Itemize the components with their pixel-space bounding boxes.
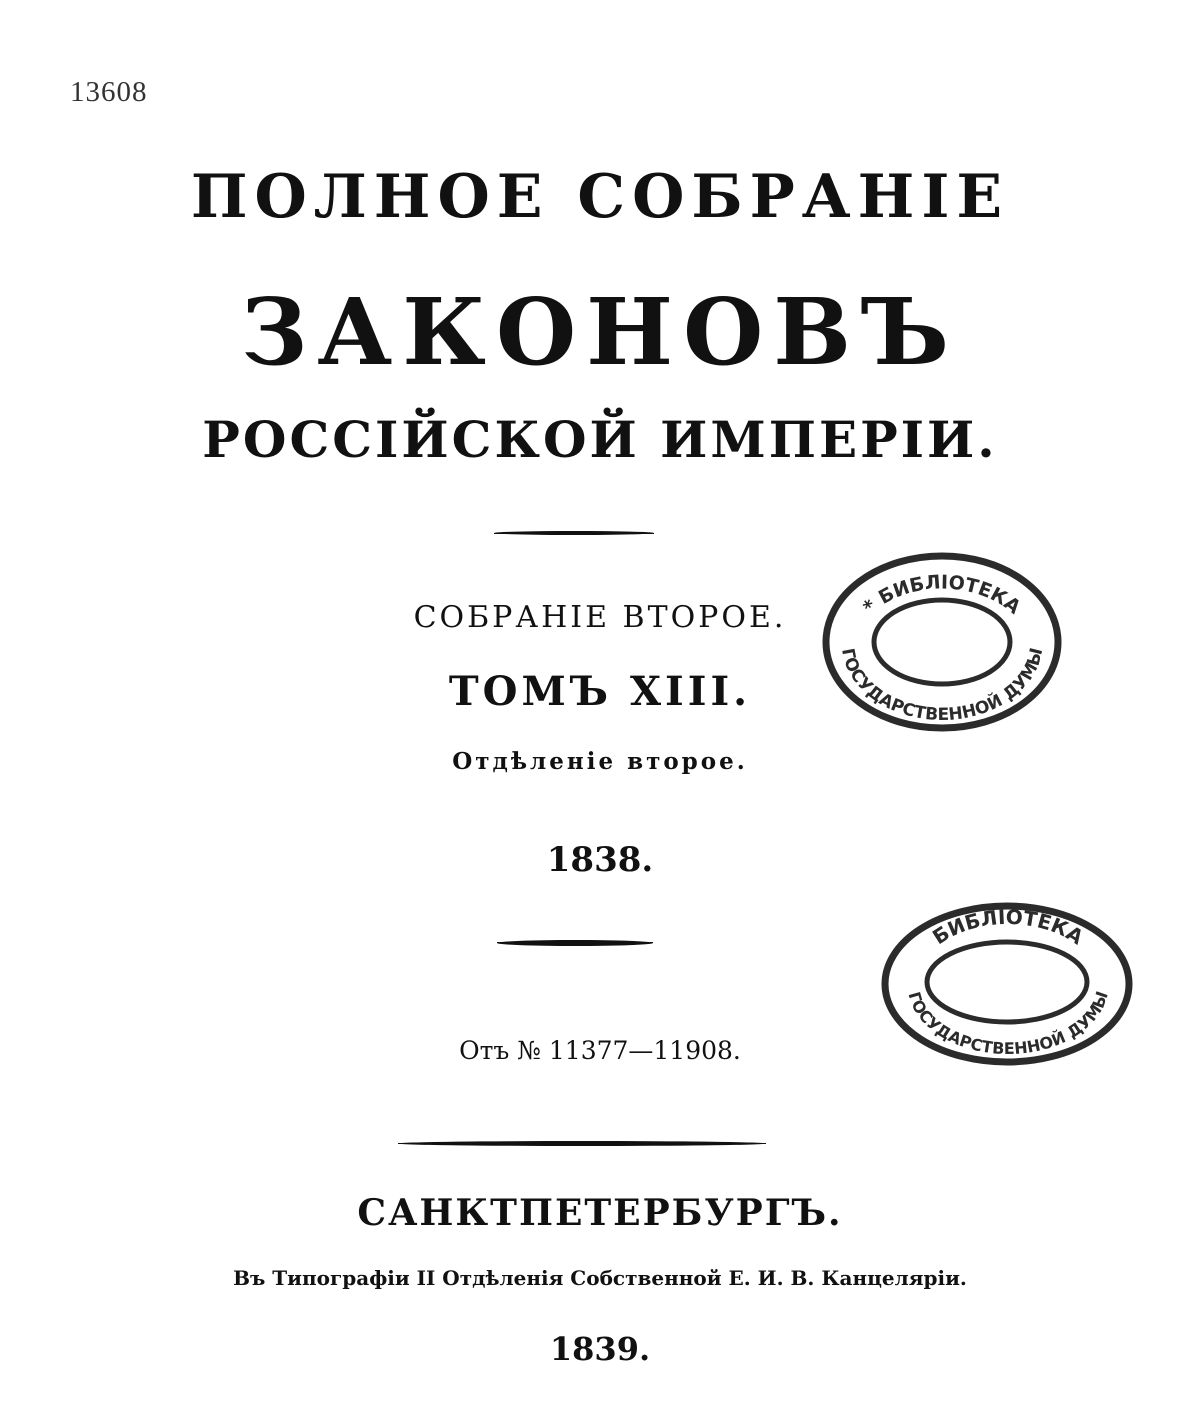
department-label: Отдѣленіе второе.	[452, 748, 748, 775]
title-line-3: РОССІЙСКОЙ ИМПЕРІИ.	[202, 410, 998, 469]
svg-text:ГОСУДАРСТВЕННОЙ ДУМЫ: ГОСУДАРСТВЕННОЙ ДУМЫ	[837, 646, 1048, 726]
svg-text:ГОСУДАРСТВЕННОЙ ДУМЫ: ГОСУДАРСТВЕННОЙ ДУМЫ	[904, 988, 1112, 1059]
library-stamp-lower	[880, 898, 1135, 1072]
volume-year: 1838.	[546, 840, 654, 880]
svg-text:БИБЛІОТЕКА: БИБЛІОТЕКА	[928, 904, 1088, 950]
title-line-1: ПОЛНОЕ СОБРАНІЕ	[190, 162, 1010, 232]
title-line-2: ЗАКОНОВЪ	[241, 278, 959, 386]
collection-label: СОБРАНІЕ ВТОРОЕ.	[413, 600, 787, 635]
divider-rule-bottom	[398, 1141, 766, 1146]
divider-rule-middle	[497, 940, 653, 946]
divider-rule-top	[494, 531, 654, 535]
law-number-range: Отъ № 11377—11908.	[459, 1036, 741, 1065]
publication-city: САНКТПЕТЕРБУРГЪ.	[357, 1192, 843, 1234]
inventory-number: 13608	[70, 76, 148, 108]
volume-label: ТОМЪ XIII.	[448, 668, 752, 715]
library-stamp-upper	[820, 548, 1065, 737]
publication-year: 1839.	[549, 1330, 651, 1368]
printer-line: Въ Типографіи II Отдѣленія Собственной Е. И. В. Канцеляріи.	[233, 1266, 967, 1290]
svg-text:* БИБЛІОТЕКА: * БИБЛІОТЕКА	[859, 571, 1025, 619]
